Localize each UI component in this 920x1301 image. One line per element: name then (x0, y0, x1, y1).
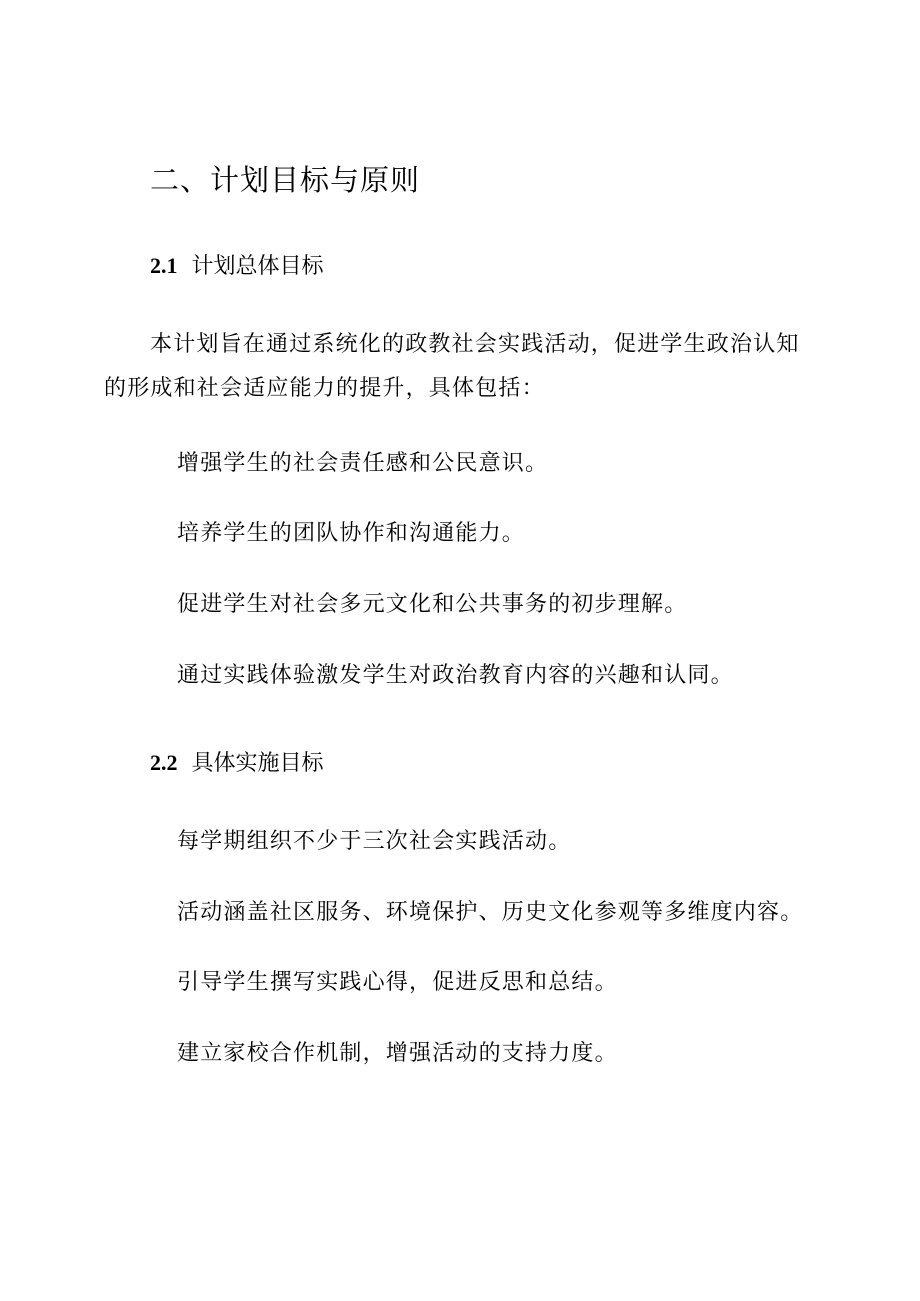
goal-item: 增强学生的社会责任感和公民意识。 (177, 451, 549, 476)
objective-item: 引导学生撰写实践心得，促进反思和总结。 (177, 970, 618, 995)
goal-item: 培养学生的团队协作和沟通能力。 (177, 521, 526, 546)
subsection-title: 计划总体目标 (191, 254, 324, 279)
goal-item: 通过实践体验激发学生对政治教育内容的兴趣和认同。 (177, 663, 734, 688)
goal-item: 促进学生对社会多元文化和公共事务的初步理解。 (177, 592, 688, 617)
subsection-title: 具体实施目标 (191, 751, 324, 776)
objective-item: 每学期组织不少于三次社会实践活动。 (177, 829, 572, 854)
section-title: 二、计划目标与原则 (150, 163, 421, 197)
subsection-number: 2.1 (150, 253, 178, 278)
intro-paragraph: 本计划旨在通过系统化的政教社会实践活动，促进学生政治认知的形成和社会适应能力的提升，具体包括： (104, 332, 800, 401)
objective-item: 活动涵盖社区服务、环境保护、历史文化参观等多维度内容。 (177, 900, 804, 925)
subsection-heading-2-1 (150, 251, 324, 282)
subsection-number: 2.2 (150, 750, 178, 775)
subsection-heading-2-2 (150, 748, 324, 779)
objective-item: 建立家校合作机制，增强活动的支持力度。 (177, 1041, 618, 1066)
